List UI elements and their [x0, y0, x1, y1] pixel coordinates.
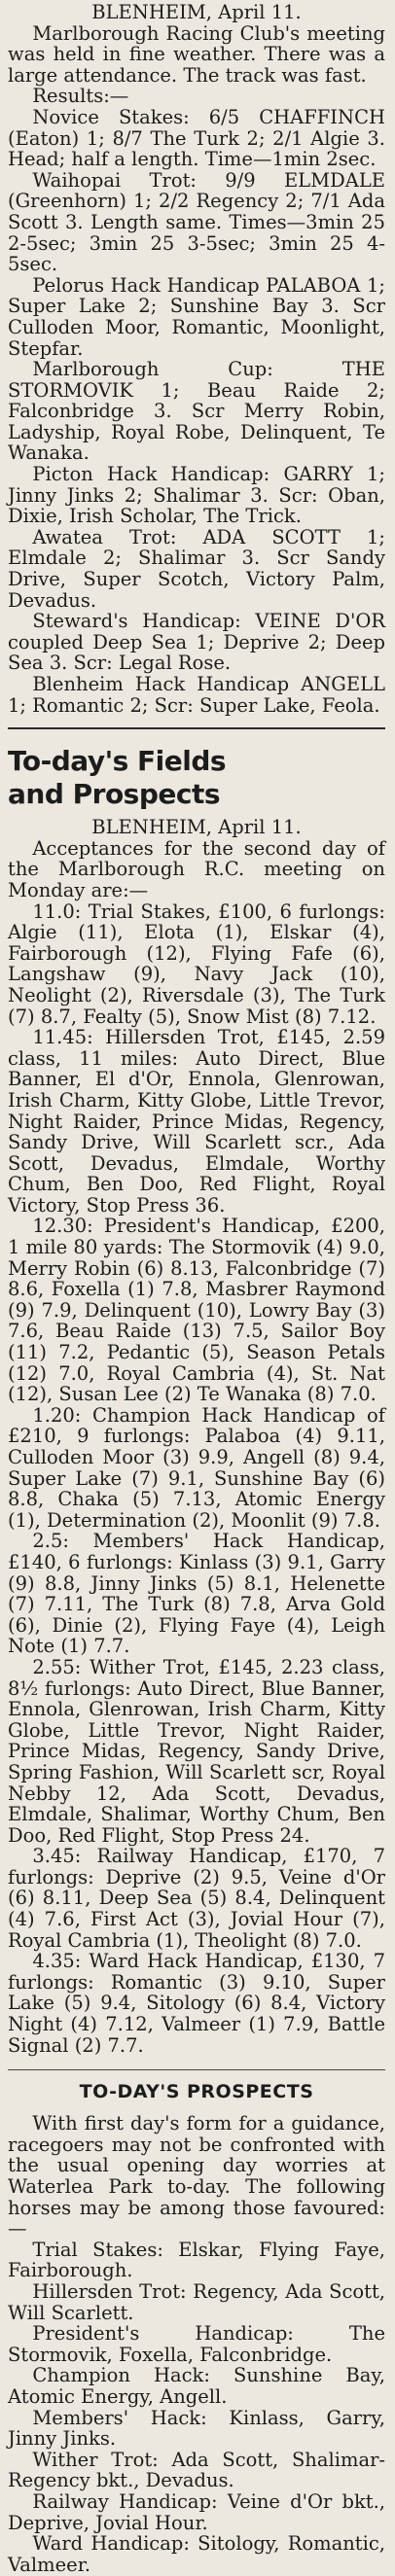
field-wither-trot: 2.55: Wither Trot, £145, 2.23 class, 8½ furlongs: Auto Direct, Blue Banner, Ennola, Glenrowan, Irish Charm, Kitty Globe, Little Trevor, Night Raider, Prince Midas, Regency, Sandy Drive, Spring Fashion, Will Scarlett scr, Royal Nebby 12, Ada Scott, Devadus, Elmdale, Shalimar, Worthy Chum, Ben Doo, Red Flight, Stop Press 24.: [8, 1655, 385, 1847]
prospects-intro-paragraph: With first day's form for a guidance, racegoers may not be confronted with the usual opening day worries at Waterlea Park to-day. The following horses may be among those favoured:—: [8, 2112, 385, 2241]
field-hillersden-trot: 11.45: Hillersden Trot, £145, 2.59 class, 11 miles: Auto Direct, Blue Banner, El d'Or, Ennola, Glenrowan, Irish Charm, Kitty Globe, Little Trevor, Night Raider, Prince Midas, Regency, Sandy Drive, Will Scarlett scr., Ada Scott, Devadus, Elmdale, Worthy Chum, Ben Doo, Red Flight, Royal Victory, Stop Press 36.: [8, 1026, 385, 1217]
prospect-presidents-handicap: President's Handicap: The Stormovik, Foxella, Falconbridge.: [8, 2322, 385, 2366]
prospect-champion-hack: Champion Hack: Sunshine Bay, Atomic Energy, Angell.: [8, 2364, 385, 2408]
result-waihopai-trot: Waihopai Trot: 9/9 ELMDALE (Greenhorn) 1; 2/2 Regency 2; 7/1 Ada Scott 3. Length same. Times—3min 25 2-5sec; 3min 25 3-5sec; 3min 25 4-5sec.: [8, 168, 385, 276]
results-intro-paragraph: Marlborough Racing Club's meeting was held in fine weather. There was a large attendance. The track was fast.: [8, 21, 385, 87]
prospect-members-hack: Members' Hack: Kinlass, Garry, Jinny Jinks.: [8, 2406, 385, 2451]
field-railway-handicap: 3.45: Railway Handicap, £170, 7 furlongs: Deprive (2) 9.5, Veine d'Or (6) 8.11, Deep Sea (5) 8.4, Delinquent (4) 7.6, First Act (3), Jovial Hour (7), Royal Cambria (1), Theolight (8) 7.0.: [8, 1845, 385, 1952]
field-ward-hack: 4.35: Ward Hack Handicap, £130, 7 furlongs: Romantic (3) 9.10, Super Lake (5) 9.4, Sitology (6) 8.4, Victory Night (4) 7.12, Valmeer (1) 7.9, Battle Signal (2) 7.7.: [8, 1950, 385, 2057]
fields-dateline: BLENHEIM, April 11.: [91, 816, 302, 839]
prospect-railway-handicap: Railway Handicap: Veine d'Or bkt., Deprive, Jovial Hour.: [8, 2489, 385, 2534]
result-blenheim-hack: Blenheim Hack Handicap ANGELL 1; Romantic 2; Scr: Super Lake, Feola.: [8, 673, 385, 717]
results-dateline: BLENHEIM, April 11.: [91, 1, 302, 23]
prospect-trial-stakes: Trial Stakes: Elskar, Flying Faye, Fairborough.: [8, 2238, 385, 2282]
headline-line-2: and Prospects: [8, 778, 221, 811]
result-stewards-handicap: Steward's Handicap: VEINE D'OR coupled Deep Sea 1; Deprive 2; Deep Sea 3. Scr: Legal Rose.: [8, 610, 385, 675]
result-novice-stakes: Novice Stakes: 6/5 CHAFFINCH (Eaton) 1; 8/7 The Turk 2; 2/1 Algie 3. Head; half a length. Time—1min 2sec.: [8, 105, 385, 171]
prospect-ward-handicap: Ward Handicap: Sitology, Romantic, Valmeer.: [8, 2532, 385, 2576]
result-pelorus-hack: Pelorus Hack Handicap PALABOA 1; Super Lake 2; Sunshine Bay 3. Scr Culloden Moor, Romantic, Moonlight, Stepfar.: [8, 273, 385, 360]
result-picton-hack: Picton Hack Handicap: GARRY 1; Jinny Jinks 2; Shalimar 3. Scr: Oban, Dixie, Irish Scholar, The Trick.: [8, 463, 385, 528]
article-headline: [8, 745, 385, 811]
result-marlborough-cup: Marlborough Cup: THE STORMOVIK 1; Beau Raide 2; Falconbridge 3. Scr Merry Robin, Ladyship, Royal Robe, Delinquent, Te Wanaka.: [8, 358, 385, 465]
prospects-divider: [8, 2069, 385, 2070]
field-trial-stakes: 11.0: Trial Stakes, £100, 6 furlongs: Algie (11), Elota (1), Elskar (4), Fairborough (12), Flying Fafe (6), Langshaw (9), Navy Jack (10), Neolight (2), Riversdale (3), The Turk (7) 8.7, Fealty (5), Snow Mist (8) 7.12.: [8, 900, 385, 1028]
field-presidents-handicap: 12.30: President's Handicap, £200, 1 mile 80 yards: The Stormovik (4) 9.0, Merry Robin (6) 8.13, Falconbridge (7) 8.6, Foxella (1) 7.8, Masbrer Raymond (9) 7.9, Delinquent (10), Lowry Bay (3) 7.6, Beau Raide (13) 7.5, Sailor Boy (11) 7.2, Pedantic (5), Season Petals (12) 7.0, Royal Cambria (4), St. Nat (12), Susan Lee (2) Te Wanaka (8) 7.0.: [8, 1215, 385, 1406]
headline-line-1: To-day's Fields: [8, 745, 227, 778]
field-members-hack: 2.5: Members' Hack Handicap, £140, 6 furlongs: Kinlass (3) 9.1, Garry (9) 8.8, Jinny Jinks (5) 8.1, Helenette (7) 7.11, The Turk (8) 7.8, Arva Gold (6), Dinie (2), Flying Faye (4), Leigh Note (1) 7.7.: [8, 1530, 385, 1658]
field-champion-hack: 1.20: Champion Hack Handicap of £210, 9 furlongs: Palaboa (4) 9.11, Culloden Moor (3) 9.9, Angell (8) 9.4, Super Lake (7) 9.1, Sunshine Bay (6) 8.8, Chaka (5) 7.13, Atomic Energy (1), Determination (2), Moonlit (9) 7.8.: [8, 1403, 385, 1532]
results-label: Results:—: [32, 85, 129, 108]
prospect-hillersden-trot: Hillersden Trot: Regency, Ada Scott, Will Scarlett.: [8, 2279, 385, 2324]
prospect-wither-trot: Wither Trot: Ada Scott, Shalimar-Regency bkt., Devadus.: [8, 2448, 385, 2492]
fields-intro-paragraph: Acceptances for the second day of the Marlborough R.C. meeting on Monday are:—: [8, 836, 385, 901]
article-divider: [8, 727, 385, 729]
prospects-heading: TO-DAY'S PROSPECTS: [79, 2081, 314, 2103]
result-awatea-trot: Awatea Trot: ADA SCOTT 1; Elmdale 2; Shalimar 3. Scr Sandy Drive, Super Scotch, Victory Palm, Devadus.: [8, 525, 385, 612]
